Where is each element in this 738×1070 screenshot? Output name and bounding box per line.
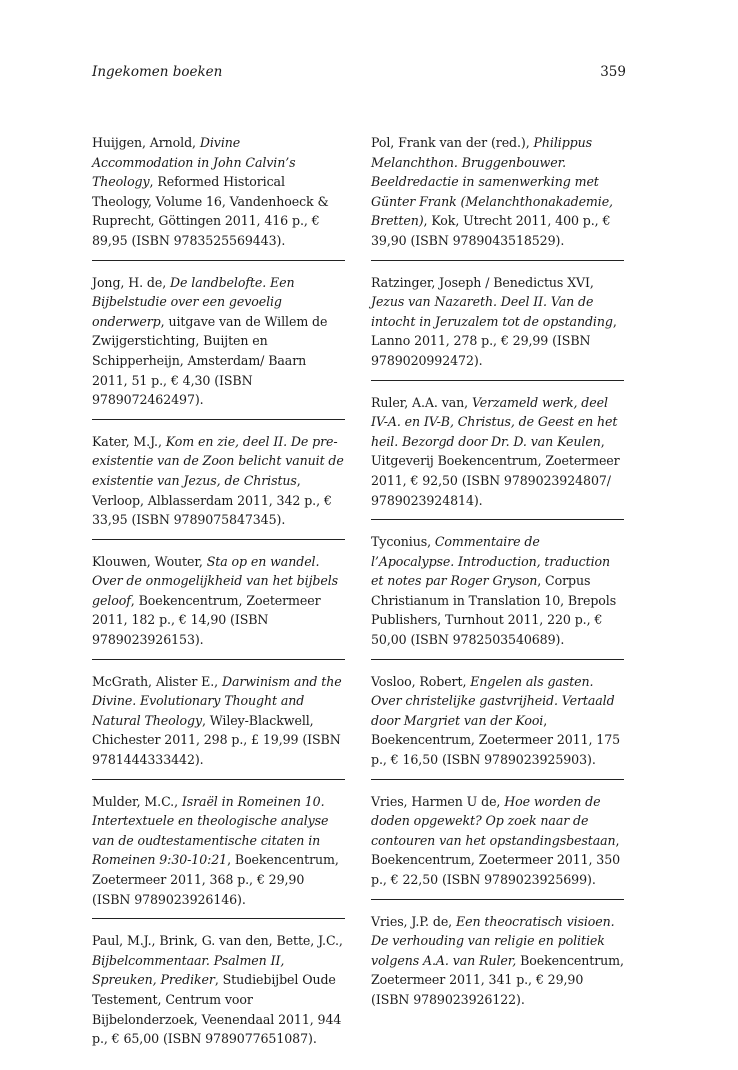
book-entry — [92, 552, 345, 660]
entry-title: De landbelofte. Een Bijbelstudie over een gevoelig onderwerp — [92, 274, 295, 329]
entry-details: , Boekencentrum, Zoetermeer 2011, 368 p., € 29,90 (ISBN 9789023926146). — [92, 852, 339, 907]
entry-author: Vries, J.P. de, — [371, 913, 456, 929]
book-entry — [371, 133, 624, 261]
entry-title: Engelen als gasten. Over christelijke gastvrijheid. Vertaald door Margriet van der Kooi — [371, 673, 615, 728]
entry-author: Pol, Frank van der (red.), — [371, 135, 534, 150]
entry-details: Boekencentrum, Zoetermeer 2011, 341 p., € 29,90 (ISBN 9789023926122). — [371, 952, 624, 1007]
right-column — [371, 133, 624, 1031]
entry-author: Vosloo, Robert, — [371, 673, 471, 689]
entry-author: Mulder, M.C., — [92, 793, 182, 809]
book-entry — [371, 792, 624, 900]
book-entry — [92, 432, 345, 540]
entry-details: , Reformed Historical Theology, Volume 16, Vandenhoeck & Ruprecht, Göttingen 2011, 416 p., € 89,95 (ISBN 9783525569443). — [92, 174, 329, 248]
entry-details: , Lanno 2011, 278 p., € 29,99 (ISBN 9789020992472). — [371, 313, 617, 368]
entry-details: , Corpus Christianum in Translation 10, Brepols Publishers, Turnhout 2011, 220 p., € 50,00 (ISBN 9782503540689). — [371, 573, 617, 648]
entry-author: Jong, H. de, — [92, 274, 171, 290]
page-number: 359 — [600, 64, 626, 80]
entry-title: Verzameld werk, deel IV-A. en IV-B, Christus, de Geest en het heil. Bezorgd door Dr. D. van Keulen — [371, 394, 618, 449]
entry-author: Kater, M.J., — [92, 433, 166, 449]
entry-details: , Wiley-Blackwell, Chichester 2011, 298 p., £ 19,99 (ISBN 9781444333442). — [92, 712, 341, 768]
entry-author: McGrath, Alister E., — [92, 673, 222, 689]
entry-details: , Boekencentrum, Zoetermeer 2011, 182 p., € 14,90 (ISBN 9789023926153). — [92, 592, 321, 648]
entry-author: Huijgen, Arnold, — [92, 135, 200, 150]
entry-details: , Verloop, Alblasserdam 2011, 342 p., € 33,95 (ISBN 9789075847345). — [92, 472, 332, 528]
entry-title: Philippus Melanchthon. Bruggenbouwer. Beeldredactie in samenwerking met Günter Frank (Melanchthonakademie, Bretten) — [371, 135, 613, 229]
entry-author: Tyconius, — [371, 534, 435, 550]
book-entry — [92, 672, 345, 780]
entry-author: Klouwen, Wouter, — [92, 553, 207, 569]
section-title: Ingekomen boeken — [92, 64, 223, 80]
entry-details: , Boekencentrum, Zoetermeer 2011, 350 p., € 22,50 (ISBN 9789023925699). — [371, 832, 621, 887]
book-entry — [92, 931, 345, 1058]
entry-title: Israël in Romeinen 10. Intertextuele en theologische analyse van de oudtestamentische citaten in Romeinen 9:30-10:21 — [92, 793, 329, 868]
entry-title: Kom en zie, deel II. De pre-existentie van de Zoon belicht vanuit de existentie van Jezus, de Christus — [92, 433, 344, 488]
book-entry — [371, 672, 624, 780]
entry-author: Paul, M.J., Brink, G. van den, Bette, J.C., — [92, 933, 343, 949]
entry-author: Vries, Harmen U de, — [371, 793, 505, 809]
entry-details: , Studiebijbel Oude Testement, Centrum voor Bijbelonderzoek, Veenendaal 2011, 944 p., € 65,00 (ISBN 9789077651087). — [92, 972, 342, 1047]
entry-title: Sta op en wandel. Over de onmogelijkheid van het bijbels geloof — [92, 553, 338, 608]
entry-author: Ruler, A.A. van, — [371, 394, 472, 410]
entry-title: Commentaire de l’Apocalypse. Introduction, traduction et notes par Roger Gryson — [371, 534, 611, 589]
entry-author: Ratzinger, Joseph / Benedictus XVI, — [371, 274, 594, 290]
entry-title: Jezus van Nazareth. Deel II. Van de intocht in Jeruzalem tot de opstanding — [371, 294, 613, 329]
entry-details: , Boekencentrum, Zoetermeer 2011, 175 p., € 16,50 (ISBN 9789023925903). — [371, 712, 621, 768]
entry-title: Hoe worden de doden opgewekt? Op zoek naar de contouren van het opstandingsbestaan — [371, 793, 616, 848]
entry-details: , Uitgeverij Boekencentrum, Zoetermeer 2011, € 92,50 (ISBN 9789023924807/ 9789023924814). — [371, 433, 620, 508]
book-entry — [92, 792, 345, 920]
book-entry — [92, 273, 345, 420]
entry-title: Bijbelcommentaar. Psalmen II, Spreuken, Prediker — [92, 952, 285, 988]
entry-details: , Kok, Utrecht 2011, 400 p., € 39,90 (ISBN 9789043518529). — [371, 213, 611, 248]
left-column — [92, 133, 345, 1070]
book-entry — [371, 273, 624, 381]
book-entry — [371, 532, 624, 660]
book-entry — [371, 912, 624, 1019]
entry-details: , uitgave van de Willem de Zwijgerstichting, Buijten en Schipperheijn, Amsterdam/ Baarn 2011, 51 p., € 4,30 (ISBN 9789072462497). — [92, 313, 328, 408]
running-head — [92, 64, 626, 84]
entry-title: Divine Accommodation in John Calvin’s Theology — [92, 135, 296, 190]
entry-title: Darwinism and the Divine. Evolutionary Thought and Natural Theology — [92, 673, 342, 728]
book-entry — [92, 133, 345, 261]
book-entry — [371, 393, 624, 521]
entry-title: Een theocratisch visioen. De verhouding van religie en politiek volgens A.A. van Ruler, — [371, 913, 615, 968]
